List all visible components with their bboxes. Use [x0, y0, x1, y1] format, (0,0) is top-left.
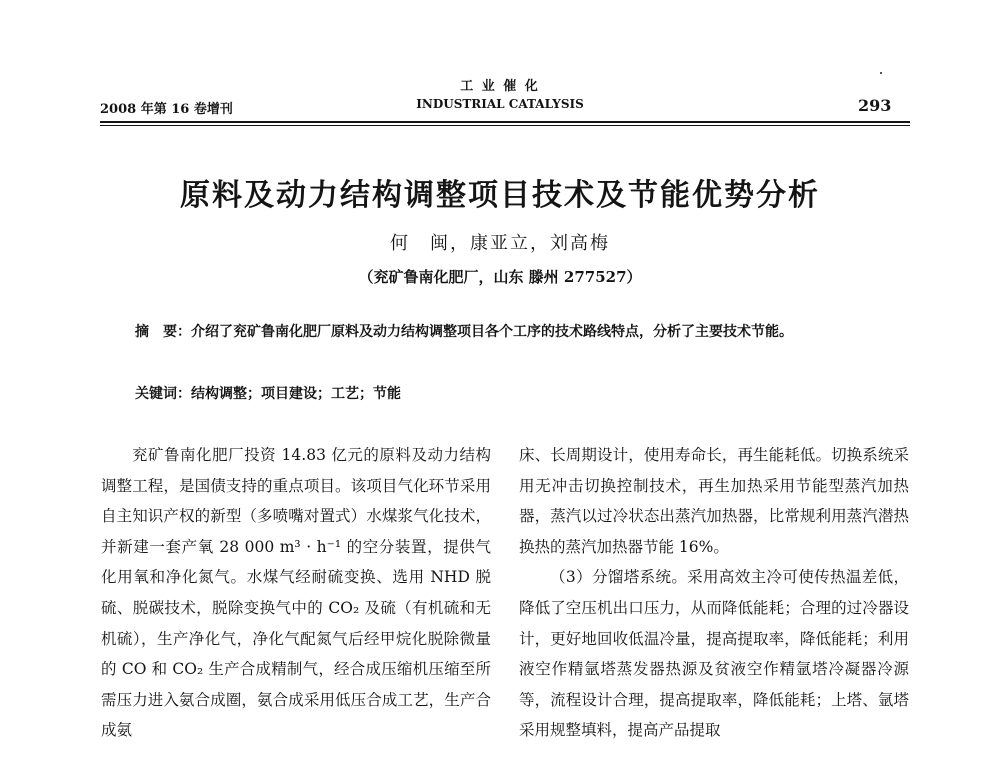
- article-authors: 何 闽，康亚立，刘高梅: [390, 233, 610, 254]
- abstract-text: 介绍了兖矿鲁南化肥厂原料及动力结构调整项目各个工序的技术路线特点，分析了主要技术节能。: [191, 324, 793, 340]
- header-rule-thin: [100, 125, 910, 126]
- keywords-text: 结构调整；项目建设；工艺；节能: [191, 386, 401, 402]
- issue-info: 2008 年第 16 卷增刊: [100, 102, 233, 117]
- journal-name: [380, 78, 620, 112]
- body-paragraph: （3）分馏塔系统。采用高效主冷可使传热温差低，降低了空压机出口压力，从而降低能耗；合理的过冷器设计，更好地回收低温冷量，提高提取率，降低能耗；利用液空作精氩塔蒸发器热源及贫液空作精氩塔冷凝器冷源等，流程设计合理，提高提取率，降低能耗；上塔、氩塔采用规整填料，提高产品提取: [519, 568, 909, 740]
- body-paragraph: 床、长周期设计，使用寿命长，再生能耗低。切换系统采用无冲击切换控制技术，再生加热采用节能型蒸汽加热器，蒸汽以过冷状态出蒸汽加热器，比常规利用蒸汽潜热换热的蒸汽加热器节能 16%。: [519, 446, 909, 556]
- scan-speck: [880, 72, 882, 74]
- body-column-left: [101, 440, 491, 746]
- author-affiliation: （兖矿鲁南化肥厂，山东 滕州 277527）: [358, 268, 642, 286]
- abstract: [135, 318, 905, 346]
- article-title: 原料及动力结构调整项目技术及节能优势分析: [180, 178, 820, 213]
- abstract-label: 摘 要：: [135, 324, 191, 340]
- page-number: 293: [858, 96, 892, 115]
- body-paragraph: 兖矿鲁南化肥厂投资 14.83 亿元的原料及动力结构调整工程，是国债支持的重点项目。该项目气化环节采用自主知识产权的新型（多喷嘴对置式）水煤浆气化技术，并新建一套产氧 28 000 m³ · h⁻¹ 的空分装置，提供气化用氧和净化氮气。水煤气经耐硫变换、选用 NHD 脱硫、脱碳技术，脱除变换气中的 CO₂ 及硫（有机硫和无机硫），生产净化气，净化气配氮气后经甲烷化脱除微量的 CO 和 CO₂ 生产合成精制气，经合成压缩机压缩至所需压力进入氨合成圈，氨合成采用低压合成工艺，生产合成氨: [101, 446, 491, 740]
- body-column-right: [519, 440, 909, 746]
- header-rule-thick: [100, 121, 910, 123]
- keywords: [135, 383, 905, 403]
- keywords-label: 关键词：: [135, 386, 191, 402]
- journal-name-chinese: 工 业 催 化: [460, 79, 540, 94]
- journal-name-english: INDUSTRIAL CATALYSIS: [416, 97, 584, 111]
